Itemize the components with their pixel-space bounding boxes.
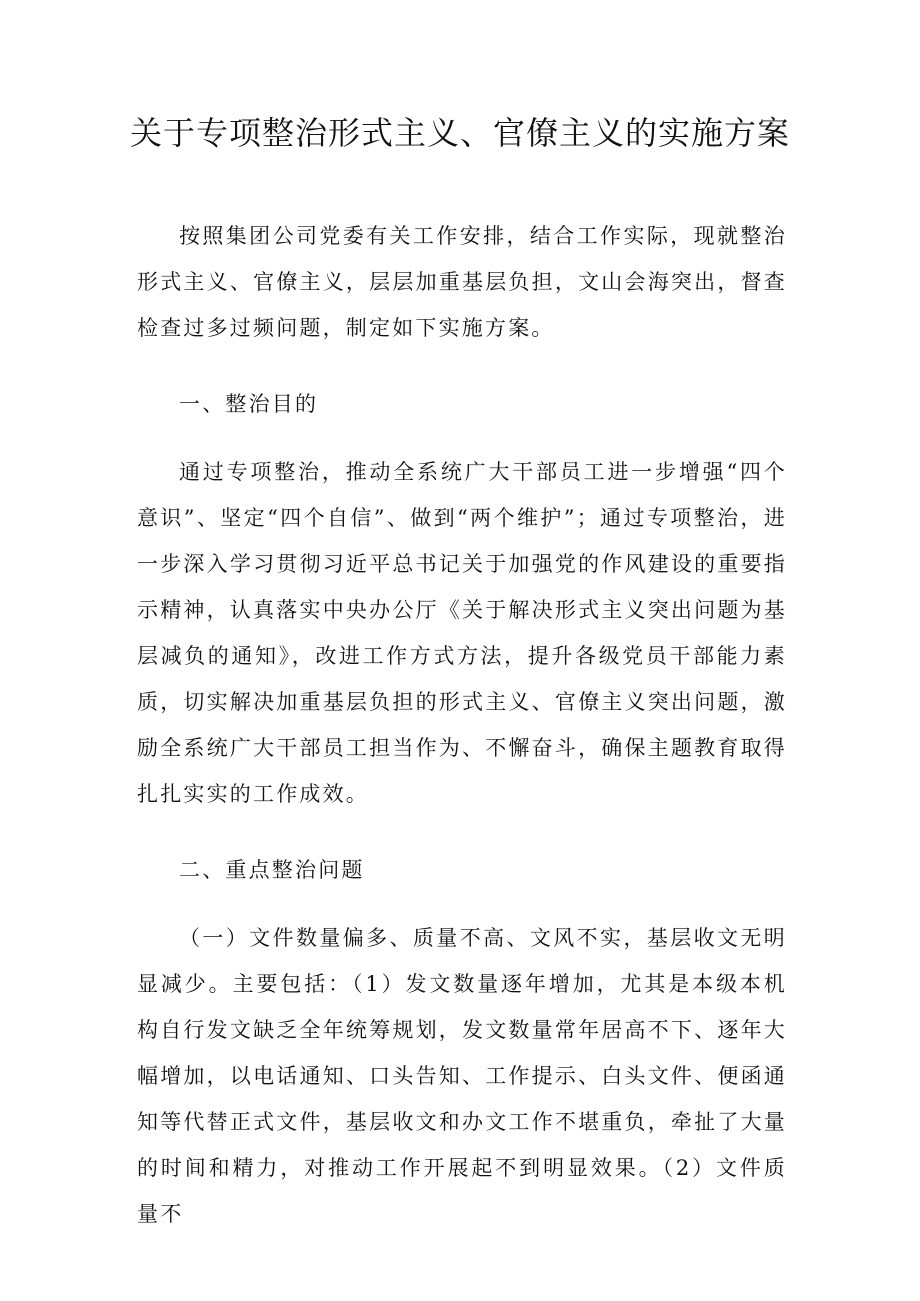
document-title: 关于专项整治形式主义、官僚主义的实施方案 — [130, 114, 791, 152]
intro-paragraph: 按照集团公司党委有关工作安排，结合工作实际，现就整治形式主义、官僚主义，层层加重基层负担，文山会海突出，督查检查过多过频问题，制定如下实施方案。 — [137, 224, 787, 340]
section-1-body: 通过专项整治，推动全系统广大干部员工进一步增强“四个意识”、坚定“四个自信”、做到“两个维护”；通过专项整治，进一步深入学习贯彻习近平总书记关于加强党的作风建设的重要指示精神，认真落实中央办公厅《关于解决形式主义突出问题为基层减负的通知》，改进工作方式方法，提升各级党员干部能力素质，切实解决加重基层负担的形式主义、官僚主义突出问题，激励全系统广大干部员工担当作为、不懈奋斗，确保主题教育取得扎扎实实的工作成效。 — [137, 460, 787, 806]
document-body — [137, 213, 787, 1237]
section-2-item-1: （一）文件数量偏多、质量不高、文风不实，基层收文无明显减少。主要包括：（1）发文数量逐年增加，尤其是本级本机构自行发文缺乏全年统筹规划，发文数量常年居高不下、逐年大幅增加，以电话通知、口头告知、工作提示、白头文件、便函通知等代替正式文件，基层收文和办文工作不堪重负，牵扯了大量的时间和精力，对推动工作开展起不到明显效果。（2）文件质量不 — [137, 926, 787, 1226]
section-2-heading: 二、重点整治问题 — [179, 858, 365, 882]
section-1-heading: 一、整治目的 — [179, 392, 319, 416]
